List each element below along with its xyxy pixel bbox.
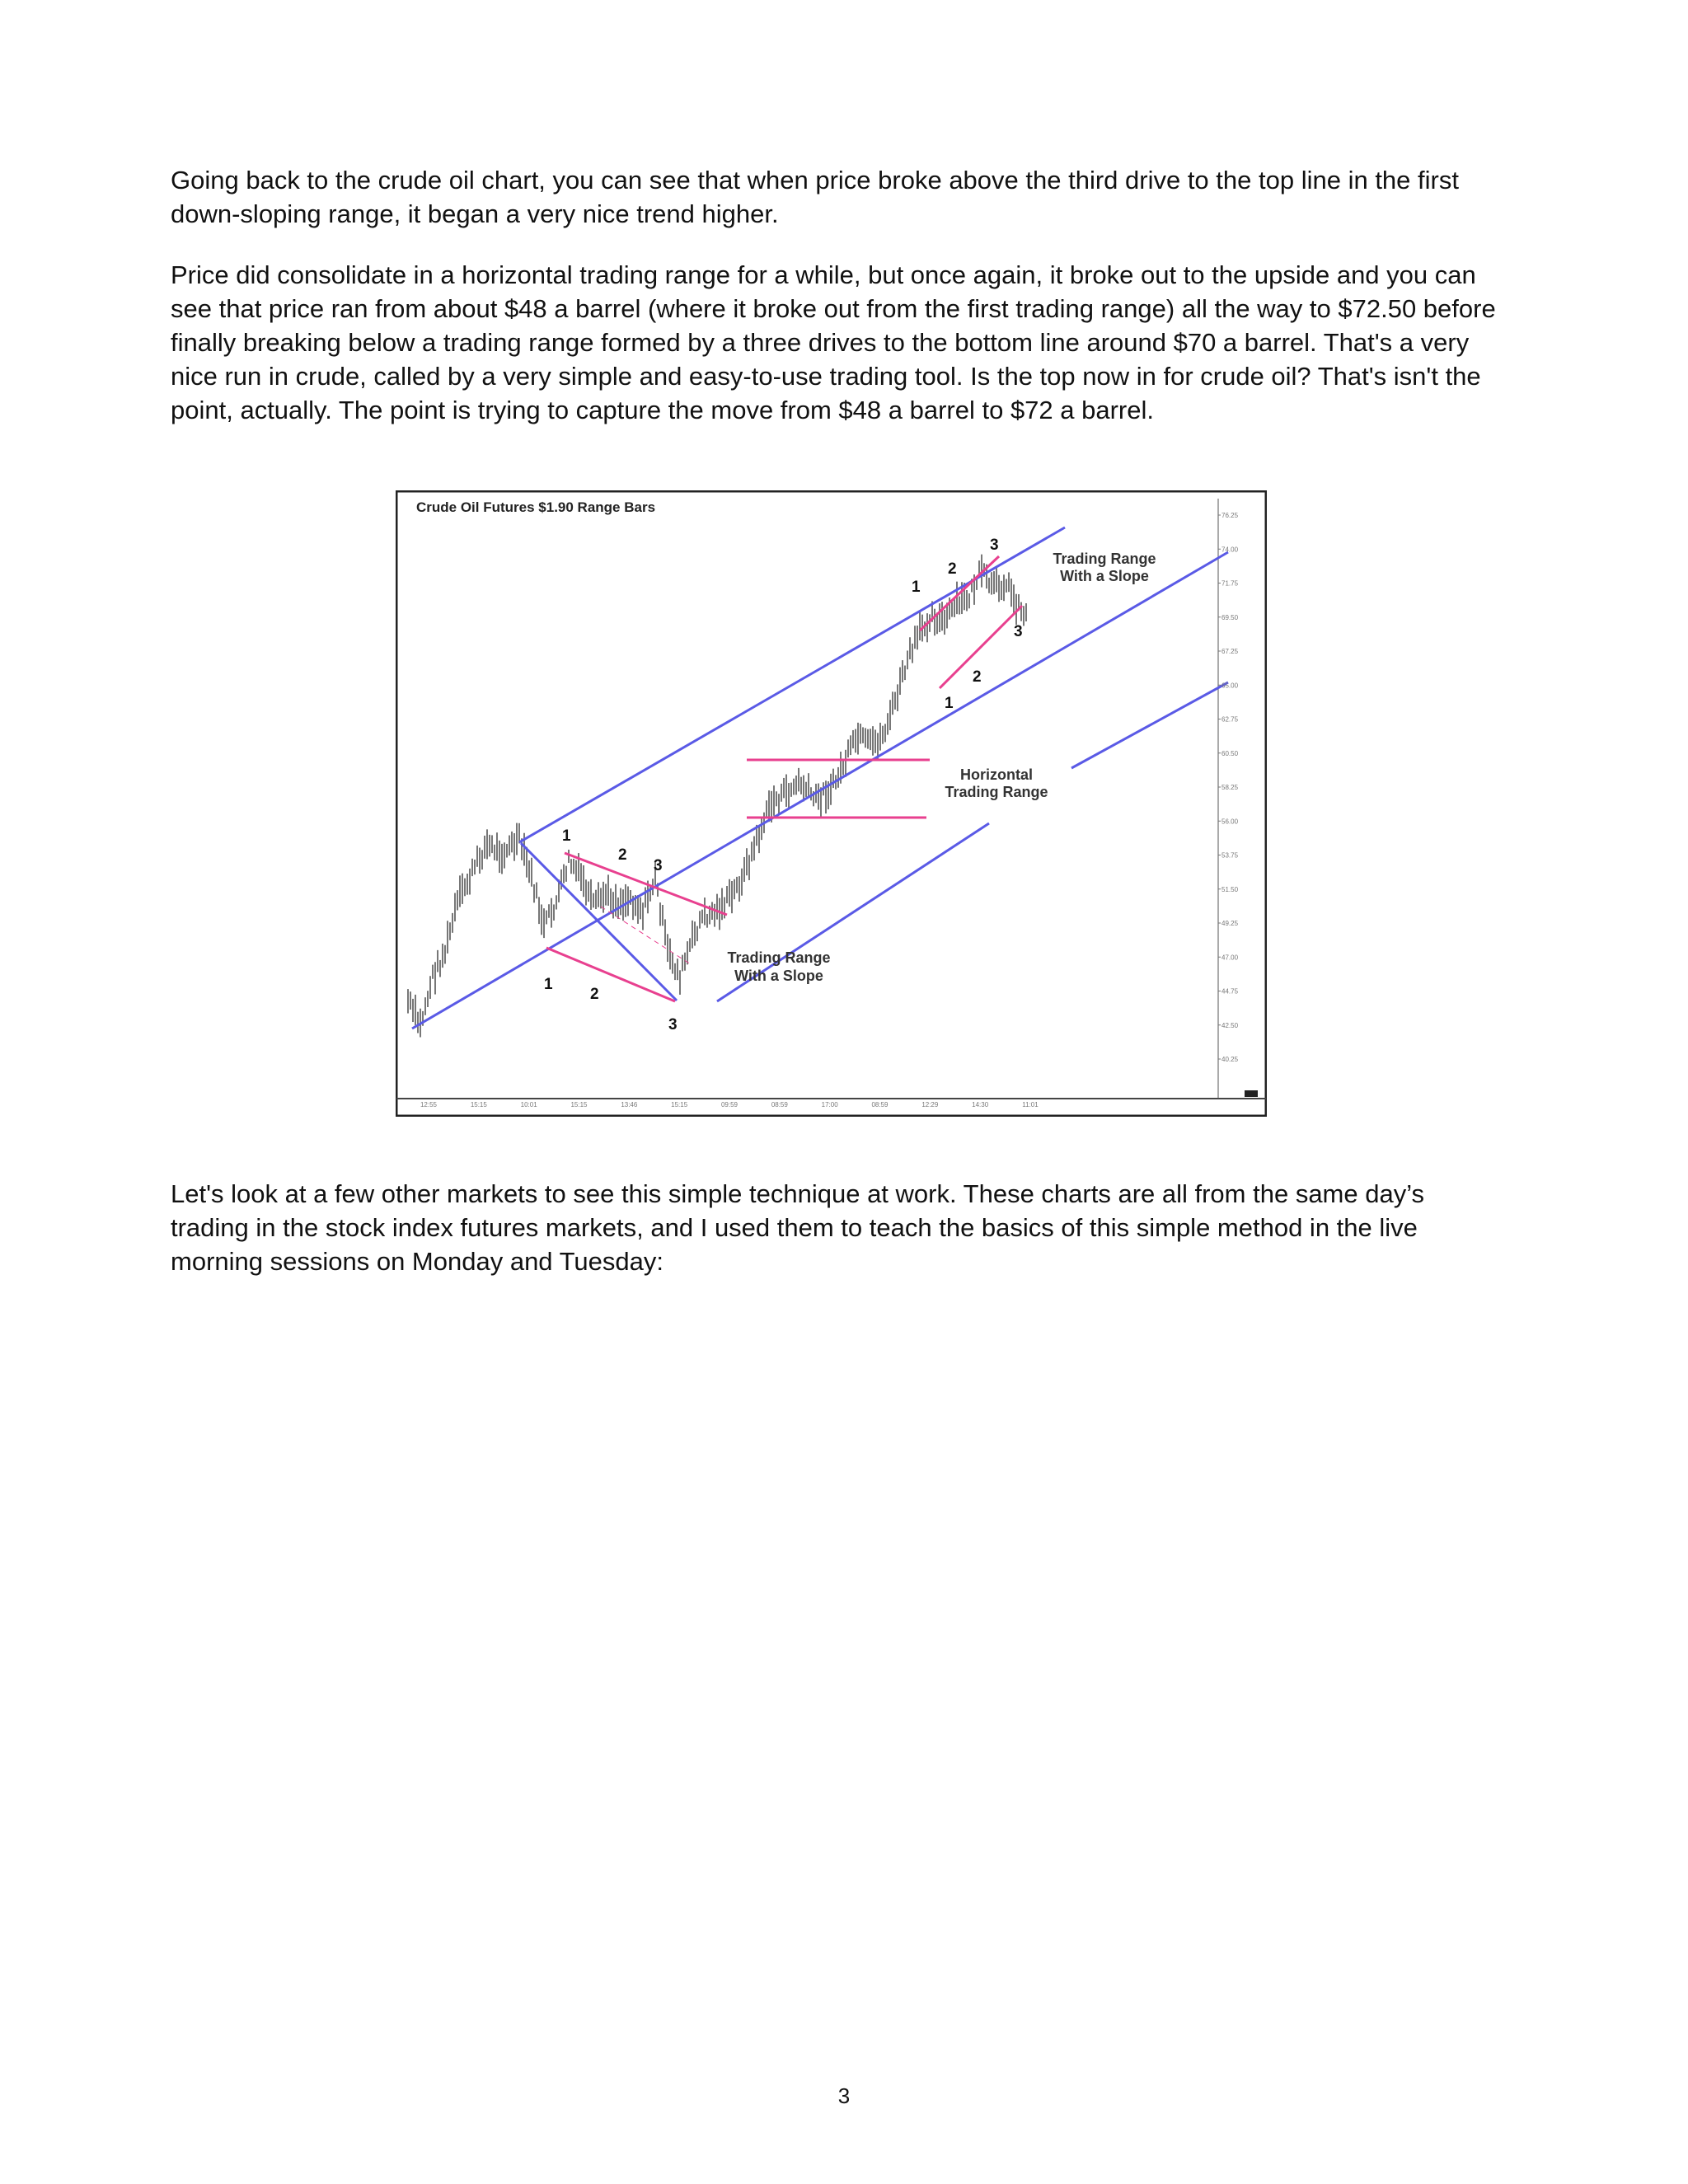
time-tick-label: 15:15	[470, 1101, 487, 1108]
paragraph-1: Going back to the crude oil chart, you can see that when price broke above the third drive to the top line in the first down-sloping range, it began a very nice trend higher.	[171, 166, 1459, 228]
upper-top-drive-3: 3	[990, 537, 999, 554]
lower-bottom-drive-2: 2	[590, 986, 599, 1003]
time-tick-label: 12:55	[420, 1101, 438, 1108]
paragraph-3: Let's look at a few other markets to see this simple technique at work. These charts are all from the same day’s trading in the stock index futures markets, and I used them to teach the basics of this simple method in the live morning sessions on Monday and Tuesday:	[171, 1179, 1425, 1276]
price-tick-label: 49.25	[1221, 920, 1239, 927]
annotation-middle-line-2: Trading Range	[945, 784, 1048, 800]
price-tick-label: 67.25	[1221, 648, 1239, 655]
lower-bottom-drive-3: 3	[668, 1016, 678, 1033]
upper-bottom-drive-3: 3	[1014, 623, 1023, 640]
price-tick-label: 56.00	[1221, 818, 1239, 826]
time-tick-label: 14:30	[972, 1101, 989, 1108]
time-tick-label: 15:15	[671, 1101, 688, 1108]
page-number: 3	[837, 2083, 851, 2108]
price-tick-label: 58.25	[1221, 784, 1239, 791]
chart-svg	[396, 490, 1267, 1117]
time-tick-label: 10:01	[520, 1101, 537, 1108]
crude-oil-chart	[396, 490, 1267, 1117]
corner-marker	[1245, 1090, 1258, 1097]
annotation-upper-line-2: With a Slope	[1060, 568, 1149, 584]
lower-top-drive-3: 3	[654, 857, 663, 874]
chart-title: Crude Oil Futures $1.90 Range Bars	[416, 499, 656, 515]
price-tick-label: 76.25	[1221, 512, 1239, 519]
annotation-middle-line-1: Horizontal	[960, 766, 1033, 783]
price-tick-label: 60.50	[1221, 749, 1239, 757]
time-tick-label: 11:01	[1022, 1101, 1039, 1108]
annotation-upper-line-1: Trading Range	[1053, 551, 1156, 567]
upper-top-drive-1: 1	[912, 579, 921, 596]
annotation-lower-line-2: With a Slope	[734, 968, 823, 984]
lower-bottom-drive-1: 1	[544, 976, 553, 993]
price-tick-label: 69.50	[1221, 613, 1239, 621]
lower-top-drive-2: 2	[618, 846, 627, 864]
upper-bottom-drive-2: 2	[973, 668, 982, 686]
price-tick-label: 74.00	[1221, 546, 1239, 554]
lower-top-drive-1: 1	[562, 827, 571, 845]
price-tick-label: 53.75	[1221, 851, 1239, 860]
time-tick-label: 17:00	[821, 1101, 838, 1108]
price-tick-label: 44.75	[1221, 987, 1239, 996]
price-tick-label: 62.75	[1221, 715, 1239, 724]
time-tick-label: 08:59	[871, 1101, 889, 1108]
paragraph-2: Price did consolidate in a horizontal trading range for a while, but once again, it broke out to the upside and you can see that price ran from about $48 a barrel (where it broke out from the first trading range) all the way to $72.50 before finally breaking below a trading range formed by a three drives to the bottom line around $70 a barrel. That's a very nice run in crude, called by a very simple and easy-to-use trading tool. Is the top now in for crude oil? That's isn't the point, actually. The point is trying to capture the move from $48 a barrel to $72 a barrel.	[171, 260, 1496, 424]
time-tick-label: 12:29	[921, 1101, 939, 1108]
time-tick-label: 08:59	[771, 1101, 788, 1108]
price-tick-label: 71.75	[1221, 579, 1239, 588]
price-tick-label: 42.50	[1221, 1021, 1239, 1029]
time-tick-label: 09:59	[720, 1101, 738, 1108]
upper-bottom-drive-1: 1	[945, 695, 954, 712]
price-tick-label: 51.50	[1221, 885, 1239, 893]
price-tick-label: 65.00	[1221, 682, 1239, 690]
upper-top-drive-2: 2	[948, 560, 957, 578]
time-tick-label: 13:46	[621, 1101, 638, 1108]
price-tick-label: 40.25	[1221, 1056, 1239, 1063]
price-tick-label: 47.00	[1221, 954, 1239, 962]
annotation-lower-line-1: Trading Range	[727, 949, 831, 966]
time-tick-label: 15:15	[570, 1101, 588, 1108]
